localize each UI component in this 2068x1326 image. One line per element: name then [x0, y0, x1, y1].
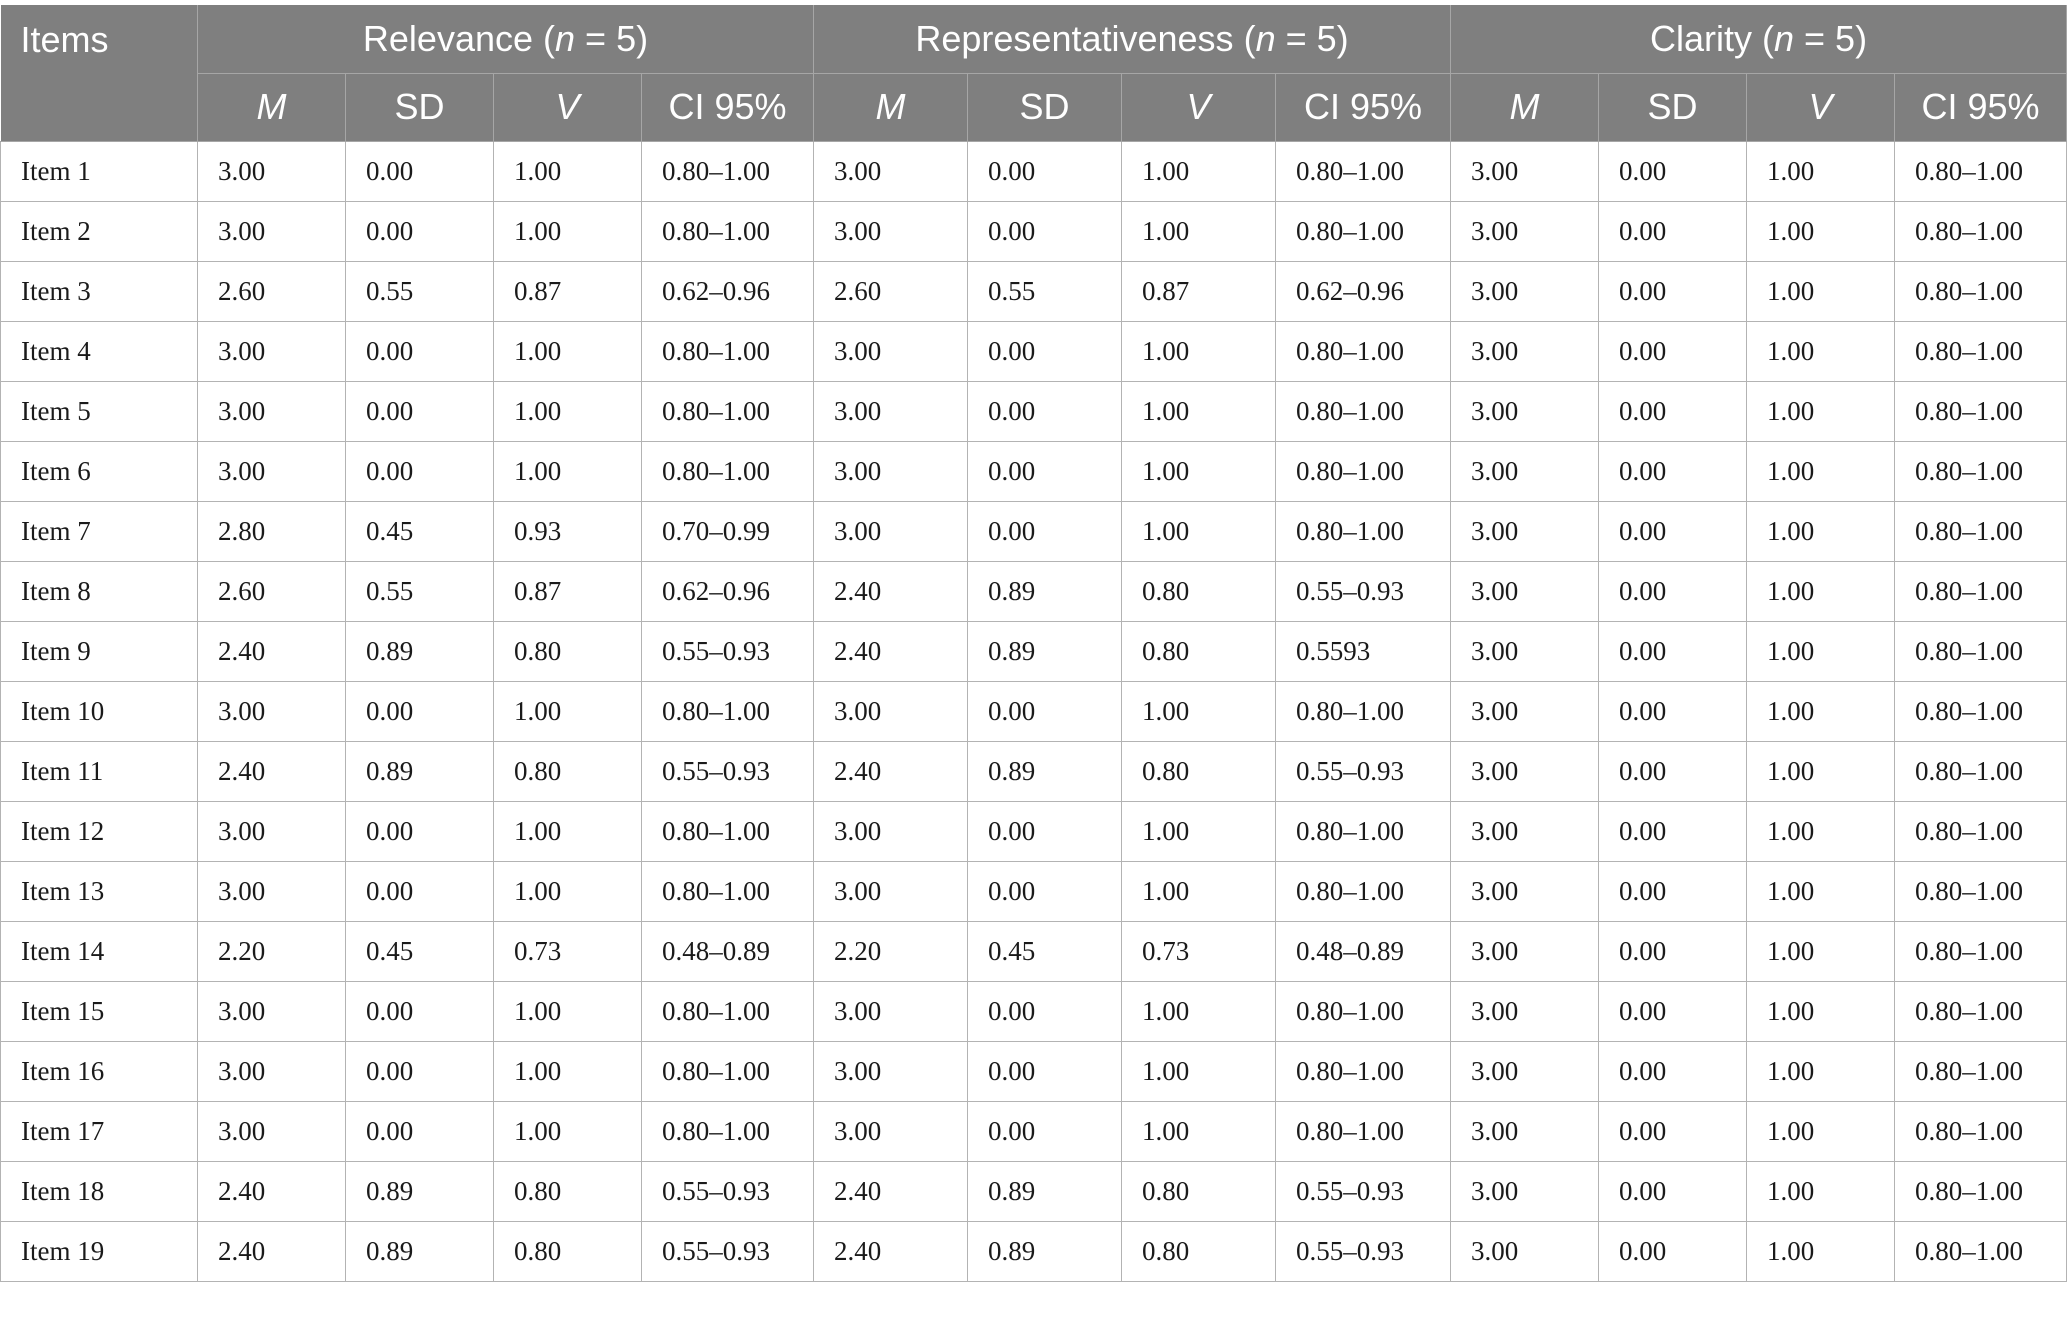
clarity-sd-cell: 0.00: [1599, 381, 1747, 441]
representativeness-sd-cell: 0.00: [968, 441, 1122, 501]
n-value: = 5): [1275, 17, 1349, 59]
clarity-ci-cell: 0.80–1.00: [1895, 921, 2067, 981]
representativeness-ci-cell: 0.80–1.00: [1276, 441, 1451, 501]
relevance-ci-cell: 0.80–1.00: [642, 321, 814, 381]
relevance-v-cell: 0.80: [494, 741, 642, 801]
relevance-mean-cell: 3.00: [198, 381, 346, 441]
clarity-ci-cell: 0.80–1.00: [1895, 1041, 2067, 1101]
representativeness-v-cell: 0.87: [1122, 261, 1276, 321]
relevance-ci-cell: 0.80–1.00: [642, 861, 814, 921]
representativeness-v-cell: 0.80: [1122, 1221, 1276, 1281]
representativeness-v-cell: 1.00: [1122, 141, 1276, 201]
clarity-v-cell: 1.00: [1747, 1041, 1895, 1101]
relevance-mean-cell: 2.60: [198, 561, 346, 621]
table-row: [1, 921, 2067, 981]
representativeness-v-cell: 1.00: [1122, 1041, 1276, 1101]
representativeness-sd-cell: 0.89: [968, 561, 1122, 621]
relevance-sd-cell: 0.45: [346, 921, 494, 981]
representativeness-sd-header: SD: [968, 73, 1122, 141]
table-row: [1, 381, 2067, 441]
clarity-sd-cell: 0.00: [1599, 561, 1747, 621]
clarity-mean-cell: 3.00: [1451, 1101, 1599, 1161]
relevance-ci-cell: 0.80–1.00: [642, 441, 814, 501]
relevance-mean-cell: 3.00: [198, 201, 346, 261]
representativeness-ci-cell: 0.80–1.00: [1276, 201, 1451, 261]
clarity-sd-cell: 0.00: [1599, 621, 1747, 681]
relevance-ci-cell: 0.55–0.93: [642, 1161, 814, 1221]
relevance-sd-cell: 0.55: [346, 261, 494, 321]
representativeness-ci-cell: 0.48–0.89: [1276, 921, 1451, 981]
group-name: Relevance: [362, 17, 534, 59]
representativeness-mean-cell: 3.00: [814, 861, 968, 921]
relevance-ci-cell: 0.55–0.93: [642, 621, 814, 681]
clarity-ci-cell: 0.80–1.00: [1895, 321, 2067, 381]
relevance-v-cell: 0.80: [494, 621, 642, 681]
clarity-v-cell: 1.00: [1747, 381, 1895, 441]
table-row: [1, 201, 2067, 261]
clarity-mean-cell: 3.00: [1451, 801, 1599, 861]
clarity-ci-cell: 0.80–1.00: [1895, 381, 2067, 441]
representativeness-ci-cell: 0.5593: [1276, 621, 1451, 681]
relevance-ci-cell: 0.80–1.00: [642, 201, 814, 261]
representativeness-mean-cell: 2.40: [814, 621, 968, 681]
representativeness-mean-cell: 3.00: [814, 1101, 968, 1161]
item-label-cell: Item 17: [1, 1101, 198, 1161]
representativeness-v-cell: 0.73: [1122, 921, 1276, 981]
representativeness-sd-cell: 0.00: [968, 801, 1122, 861]
n-variable: n: [555, 17, 576, 59]
clarity-header: Clarity (n = 5): [1451, 5, 2067, 73]
representativeness-ci-cell: 0.80–1.00: [1276, 801, 1451, 861]
representativeness-ci-cell: 0.80–1.00: [1276, 681, 1451, 741]
clarity-sd-cell: 0.00: [1599, 441, 1747, 501]
item-label-cell: Item 4: [1, 321, 198, 381]
n-variable: n: [1255, 17, 1276, 59]
relevance-mean-cell: 3.00: [198, 1041, 346, 1101]
clarity-ci-cell: 0.80–1.00: [1895, 981, 2067, 1041]
item-label-cell: Item 12: [1, 801, 198, 861]
representativeness-mean-cell: 2.60: [814, 261, 968, 321]
clarity-mean-cell: 3.00: [1451, 1041, 1599, 1101]
relevance-sd-cell: 0.00: [346, 861, 494, 921]
clarity-mean-cell: 3.00: [1451, 561, 1599, 621]
item-label-cell: Item 18: [1, 1161, 198, 1221]
clarity-v-cell: 1.00: [1747, 1161, 1895, 1221]
item-label-cell: Item 1: [1, 141, 198, 201]
representativeness-v-cell: 1.00: [1122, 501, 1276, 561]
item-label-cell: Item 11: [1, 741, 198, 801]
representativeness-sd-cell: 0.00: [968, 141, 1122, 201]
item-label-cell: Item 19: [1, 1221, 198, 1281]
representativeness-mean-cell: 2.20: [814, 921, 968, 981]
relevance-mean-cell: 3.00: [198, 861, 346, 921]
relevance-ci-cell: 0.62–0.96: [642, 561, 814, 621]
representativeness-ci-cell: 0.55–0.93: [1276, 1221, 1451, 1281]
clarity-mean-cell: 3.00: [1451, 381, 1599, 441]
representativeness-ci-cell: 0.80–1.00: [1276, 141, 1451, 201]
clarity-mean-header: M: [1451, 73, 1599, 141]
clarity-v-cell: 1.00: [1747, 141, 1895, 201]
item-label-cell: Item 9: [1, 621, 198, 681]
representativeness-sd-cell: 0.00: [968, 681, 1122, 741]
clarity-ci-header: CI 95%: [1895, 73, 2067, 141]
representativeness-v-cell: 1.00: [1122, 441, 1276, 501]
representativeness-header: Representativeness (n = 5): [814, 5, 1451, 73]
clarity-v-cell: 1.00: [1747, 861, 1895, 921]
relevance-mean-cell: 2.40: [198, 1221, 346, 1281]
clarity-ci-cell: 0.80–1.00: [1895, 141, 2067, 201]
representativeness-v-cell: 1.00: [1122, 321, 1276, 381]
clarity-sd-cell: 0.00: [1599, 681, 1747, 741]
representativeness-sd-cell: 0.00: [968, 201, 1122, 261]
group-name: Clarity: [1649, 17, 1752, 59]
representativeness-v-header: V: [1122, 73, 1276, 141]
relevance-sd-cell: 0.89: [346, 741, 494, 801]
table-row: [1, 801, 2067, 861]
table-row: [1, 1101, 2067, 1161]
representativeness-mean-cell: 3.00: [814, 501, 968, 561]
representativeness-v-cell: 1.00: [1122, 981, 1276, 1041]
relevance-ci-cell: 0.80–1.00: [642, 681, 814, 741]
relevance-mean-cell: 3.00: [198, 321, 346, 381]
clarity-v-cell: 1.00: [1747, 681, 1895, 741]
table-row: [1, 681, 2067, 741]
relevance-mean-header: M: [198, 73, 346, 141]
relevance-sd-cell: 0.00: [346, 1101, 494, 1161]
header-group-row: [1, 5, 2067, 73]
relevance-v-cell: 1.00: [494, 321, 642, 381]
item-label-cell: Item 5: [1, 381, 198, 441]
relevance-mean-cell: 2.20: [198, 921, 346, 981]
representativeness-ci-cell: 0.80–1.00: [1276, 501, 1451, 561]
relevance-v-cell: 1.00: [494, 1041, 642, 1101]
representativeness-v-cell: 1.00: [1122, 801, 1276, 861]
representativeness-v-cell: 0.80: [1122, 621, 1276, 681]
table-body: [1, 141, 2067, 1281]
clarity-ci-cell: 0.80–1.00: [1895, 441, 2067, 501]
relevance-mean-cell: 2.80: [198, 501, 346, 561]
representativeness-ci-cell: 0.80–1.00: [1276, 1041, 1451, 1101]
relevance-v-header: V: [494, 73, 642, 141]
relevance-v-cell: 0.73: [494, 921, 642, 981]
relevance-v-cell: 0.87: [494, 561, 642, 621]
relevance-mean-cell: 2.40: [198, 621, 346, 681]
relevance-mean-cell: 3.00: [198, 981, 346, 1041]
representativeness-mean-cell: 2.40: [814, 1221, 968, 1281]
representativeness-mean-cell: 3.00: [814, 1041, 968, 1101]
table-row: [1, 141, 2067, 201]
relevance-sd-cell: 0.89: [346, 1221, 494, 1281]
item-label-cell: Item 2: [1, 201, 198, 261]
clarity-mean-cell: 3.00: [1451, 681, 1599, 741]
representativeness-mean-cell: 2.40: [814, 561, 968, 621]
representativeness-v-cell: 1.00: [1122, 201, 1276, 261]
representativeness-sd-cell: 0.00: [968, 321, 1122, 381]
item-label-cell: Item 8: [1, 561, 198, 621]
representativeness-ci-cell: 0.55–0.93: [1276, 741, 1451, 801]
header-sub-row: [1, 73, 2067, 141]
clarity-sd-cell: 0.00: [1599, 1221, 1747, 1281]
clarity-mean-cell: 3.00: [1451, 921, 1599, 981]
representativeness-ci-cell: 0.80–1.00: [1276, 1101, 1451, 1161]
clarity-sd-cell: 0.00: [1599, 1101, 1747, 1161]
relevance-v-cell: 1.00: [494, 981, 642, 1041]
clarity-mean-cell: 3.00: [1451, 201, 1599, 261]
relevance-sd-cell: 0.89: [346, 1161, 494, 1221]
table-row: [1, 981, 2067, 1041]
table-row: [1, 1161, 2067, 1221]
table-row: [1, 621, 2067, 681]
clarity-v-cell: 1.00: [1747, 621, 1895, 681]
item-label-cell: Item 13: [1, 861, 198, 921]
representativeness-v-cell: 1.00: [1122, 381, 1276, 441]
relevance-header: Relevance (n = 5): [198, 5, 814, 73]
clarity-sd-cell: 0.00: [1599, 921, 1747, 981]
relevance-mean-cell: 3.00: [198, 1101, 346, 1161]
table-row: [1, 441, 2067, 501]
representativeness-sd-cell: 0.00: [968, 861, 1122, 921]
table-row: [1, 561, 2067, 621]
relevance-v-cell: 1.00: [494, 201, 642, 261]
clarity-mean-cell: 3.00: [1451, 621, 1599, 681]
relevance-ci-cell: 0.80–1.00: [642, 141, 814, 201]
relevance-v-cell: 1.00: [494, 861, 642, 921]
clarity-v-cell: 1.00: [1747, 1221, 1895, 1281]
clarity-v-cell: 1.00: [1747, 741, 1895, 801]
representativeness-v-cell: 0.80: [1122, 741, 1276, 801]
representativeness-sd-cell: 0.55: [968, 261, 1122, 321]
clarity-v-cell: 1.00: [1747, 441, 1895, 501]
clarity-sd-cell: 0.00: [1599, 741, 1747, 801]
clarity-sd-cell: 0.00: [1599, 261, 1747, 321]
relevance-v-cell: 1.00: [494, 681, 642, 741]
relevance-v-cell: 0.80: [494, 1161, 642, 1221]
relevance-ci-cell: 0.48–0.89: [642, 921, 814, 981]
representativeness-mean-cell: 3.00: [814, 381, 968, 441]
relevance-v-cell: 1.00: [494, 441, 642, 501]
representativeness-sd-cell: 0.00: [968, 981, 1122, 1041]
relevance-v-cell: 0.87: [494, 261, 642, 321]
clarity-sd-header: SD: [1599, 73, 1747, 141]
relevance-ci-header: CI 95%: [642, 73, 814, 141]
clarity-mean-cell: 3.00: [1451, 441, 1599, 501]
table-row: [1, 861, 2067, 921]
representativeness-ci-cell: 0.62–0.96: [1276, 261, 1451, 321]
n-variable: n: [1774, 17, 1795, 59]
representativeness-sd-cell: 0.00: [968, 381, 1122, 441]
clarity-ci-cell: 0.80–1.00: [1895, 861, 2067, 921]
relevance-sd-cell: 0.00: [346, 321, 494, 381]
representativeness-mean-cell: 3.00: [814, 141, 968, 201]
relevance-sd-cell: 0.00: [346, 1041, 494, 1101]
relevance-ci-cell: 0.80–1.00: [642, 801, 814, 861]
relevance-ci-cell: 0.80–1.00: [642, 381, 814, 441]
clarity-ci-cell: 0.80–1.00: [1895, 1221, 2067, 1281]
clarity-ci-cell: 0.80–1.00: [1895, 681, 2067, 741]
item-label-cell: Item 10: [1, 681, 198, 741]
relevance-sd-cell: 0.00: [346, 381, 494, 441]
clarity-mean-cell: 3.00: [1451, 1161, 1599, 1221]
representativeness-v-cell: 0.80: [1122, 561, 1276, 621]
representativeness-ci-cell: 0.55–0.93: [1276, 1161, 1451, 1221]
clarity-v-cell: 1.00: [1747, 801, 1895, 861]
items-header: Items: [1, 5, 198, 141]
relevance-v-cell: 1.00: [494, 141, 642, 201]
relevance-sd-cell: 0.45: [346, 501, 494, 561]
clarity-sd-cell: 0.00: [1599, 861, 1747, 921]
representativeness-ci-header: CI 95%: [1276, 73, 1451, 141]
clarity-v-cell: 1.00: [1747, 201, 1895, 261]
relevance-mean-cell: 2.40: [198, 741, 346, 801]
table-row: [1, 501, 2067, 561]
clarity-v-cell: 1.00: [1747, 321, 1895, 381]
representativeness-mean-cell: 2.40: [814, 741, 968, 801]
relevance-v-cell: 1.00: [494, 1101, 642, 1161]
representativeness-ci-cell: 0.80–1.00: [1276, 861, 1451, 921]
clarity-mean-cell: 3.00: [1451, 741, 1599, 801]
relevance-sd-cell: 0.00: [346, 981, 494, 1041]
item-label-cell: Item 3: [1, 261, 198, 321]
relevance-mean-cell: 2.60: [198, 261, 346, 321]
clarity-mean-cell: 3.00: [1451, 321, 1599, 381]
table-row: [1, 1221, 2067, 1281]
clarity-sd-cell: 0.00: [1599, 1161, 1747, 1221]
item-label-cell: Item 6: [1, 441, 198, 501]
representativeness-sd-cell: 0.89: [968, 621, 1122, 681]
representativeness-ci-cell: 0.80–1.00: [1276, 321, 1451, 381]
clarity-sd-cell: 0.00: [1599, 1041, 1747, 1101]
representativeness-mean-header: M: [814, 73, 968, 141]
clarity-sd-cell: 0.00: [1599, 981, 1747, 1041]
clarity-mean-cell: 3.00: [1451, 861, 1599, 921]
group-name: Representativeness: [915, 17, 1234, 59]
clarity-ci-cell: 0.80–1.00: [1895, 201, 2067, 261]
relevance-mean-cell: 3.00: [198, 141, 346, 201]
relevance-sd-cell: 0.00: [346, 681, 494, 741]
relevance-ci-cell: 0.80–1.00: [642, 1041, 814, 1101]
representativeness-v-cell: 1.00: [1122, 861, 1276, 921]
relevance-mean-cell: 3.00: [198, 801, 346, 861]
clarity-ci-cell: 0.80–1.00: [1895, 801, 2067, 861]
relevance-v-cell: 1.00: [494, 381, 642, 441]
relevance-sd-cell: 0.00: [346, 801, 494, 861]
clarity-ci-cell: 0.80–1.00: [1895, 501, 2067, 561]
representativeness-mean-cell: 3.00: [814, 201, 968, 261]
clarity-v-cell: 1.00: [1747, 261, 1895, 321]
item-label-cell: Item 14: [1, 921, 198, 981]
representativeness-mean-cell: 3.00: [814, 441, 968, 501]
representativeness-sd-cell: 0.89: [968, 1221, 1122, 1281]
relevance-mean-cell: 3.00: [198, 681, 346, 741]
relevance-ci-cell: 0.80–1.00: [642, 1101, 814, 1161]
representativeness-sd-cell: 0.00: [968, 501, 1122, 561]
table-row: [1, 741, 2067, 801]
clarity-mean-cell: 3.00: [1451, 501, 1599, 561]
representativeness-sd-cell: 0.89: [968, 1161, 1122, 1221]
clarity-mean-cell: 3.00: [1451, 141, 1599, 201]
clarity-sd-cell: 0.00: [1599, 141, 1747, 201]
relevance-ci-cell: 0.55–0.93: [642, 741, 814, 801]
clarity-sd-cell: 0.00: [1599, 201, 1747, 261]
relevance-ci-cell: 0.62–0.96: [642, 261, 814, 321]
relevance-sd-header: SD: [346, 73, 494, 141]
representativeness-sd-cell: 0.00: [968, 1101, 1122, 1161]
clarity-sd-cell: 0.00: [1599, 321, 1747, 381]
representativeness-v-cell: 0.80: [1122, 1161, 1276, 1221]
representativeness-ci-cell: 0.80–1.00: [1276, 381, 1451, 441]
relevance-v-cell: 1.00: [494, 801, 642, 861]
representativeness-mean-cell: 2.40: [814, 1161, 968, 1221]
clarity-ci-cell: 0.80–1.00: [1895, 741, 2067, 801]
clarity-ci-cell: 0.80–1.00: [1895, 1101, 2067, 1161]
relevance-ci-cell: 0.55–0.93: [642, 1221, 814, 1281]
clarity-v-cell: 1.00: [1747, 561, 1895, 621]
representativeness-ci-cell: 0.80–1.00: [1276, 981, 1451, 1041]
relevance-v-cell: 0.80: [494, 1221, 642, 1281]
representativeness-mean-cell: 3.00: [814, 321, 968, 381]
representativeness-mean-cell: 3.00: [814, 801, 968, 861]
n-value: = 5): [575, 17, 649, 59]
clarity-v-cell: 1.00: [1747, 921, 1895, 981]
representativeness-v-cell: 1.00: [1122, 681, 1276, 741]
item-label-cell: Item 16: [1, 1041, 198, 1101]
relevance-sd-cell: 0.89: [346, 621, 494, 681]
representativeness-mean-cell: 3.00: [814, 981, 968, 1041]
clarity-mean-cell: 3.00: [1451, 1221, 1599, 1281]
representativeness-sd-cell: 0.00: [968, 1041, 1122, 1101]
relevance-sd-cell: 0.00: [346, 141, 494, 201]
clarity-v-cell: 1.00: [1747, 981, 1895, 1041]
relevance-ci-cell: 0.70–0.99: [642, 501, 814, 561]
relevance-mean-cell: 2.40: [198, 1161, 346, 1221]
representativeness-mean-cell: 3.00: [814, 681, 968, 741]
relevance-mean-cell: 3.00: [198, 441, 346, 501]
representativeness-sd-cell: 0.45: [968, 921, 1122, 981]
clarity-sd-cell: 0.00: [1599, 501, 1747, 561]
table-row: [1, 1041, 2067, 1101]
clarity-sd-cell: 0.00: [1599, 801, 1747, 861]
clarity-v-cell: 1.00: [1747, 1101, 1895, 1161]
clarity-ci-cell: 0.80–1.00: [1895, 1161, 2067, 1221]
relevance-sd-cell: 0.00: [346, 201, 494, 261]
representativeness-sd-cell: 0.89: [968, 741, 1122, 801]
clarity-v-cell: 1.00: [1747, 501, 1895, 561]
n-value: = 5): [1794, 17, 1868, 59]
clarity-ci-cell: 0.80–1.00: [1895, 261, 2067, 321]
representativeness-ci-cell: 0.55–0.93: [1276, 561, 1451, 621]
clarity-ci-cell: 0.80–1.00: [1895, 561, 2067, 621]
clarity-ci-cell: 0.80–1.00: [1895, 621, 2067, 681]
relevance-sd-cell: 0.55: [346, 561, 494, 621]
validity-table: [0, 5, 2067, 1282]
clarity-mean-cell: 3.00: [1451, 261, 1599, 321]
relevance-sd-cell: 0.00: [346, 441, 494, 501]
table-row: [1, 261, 2067, 321]
item-label-cell: Item 15: [1, 981, 198, 1041]
relevance-v-cell: 0.93: [494, 501, 642, 561]
table-row: [1, 321, 2067, 381]
representativeness-v-cell: 1.00: [1122, 1101, 1276, 1161]
clarity-v-header: V: [1747, 73, 1895, 141]
relevance-ci-cell: 0.80–1.00: [642, 981, 814, 1041]
clarity-mean-cell: 3.00: [1451, 981, 1599, 1041]
item-label-cell: Item 7: [1, 501, 198, 561]
